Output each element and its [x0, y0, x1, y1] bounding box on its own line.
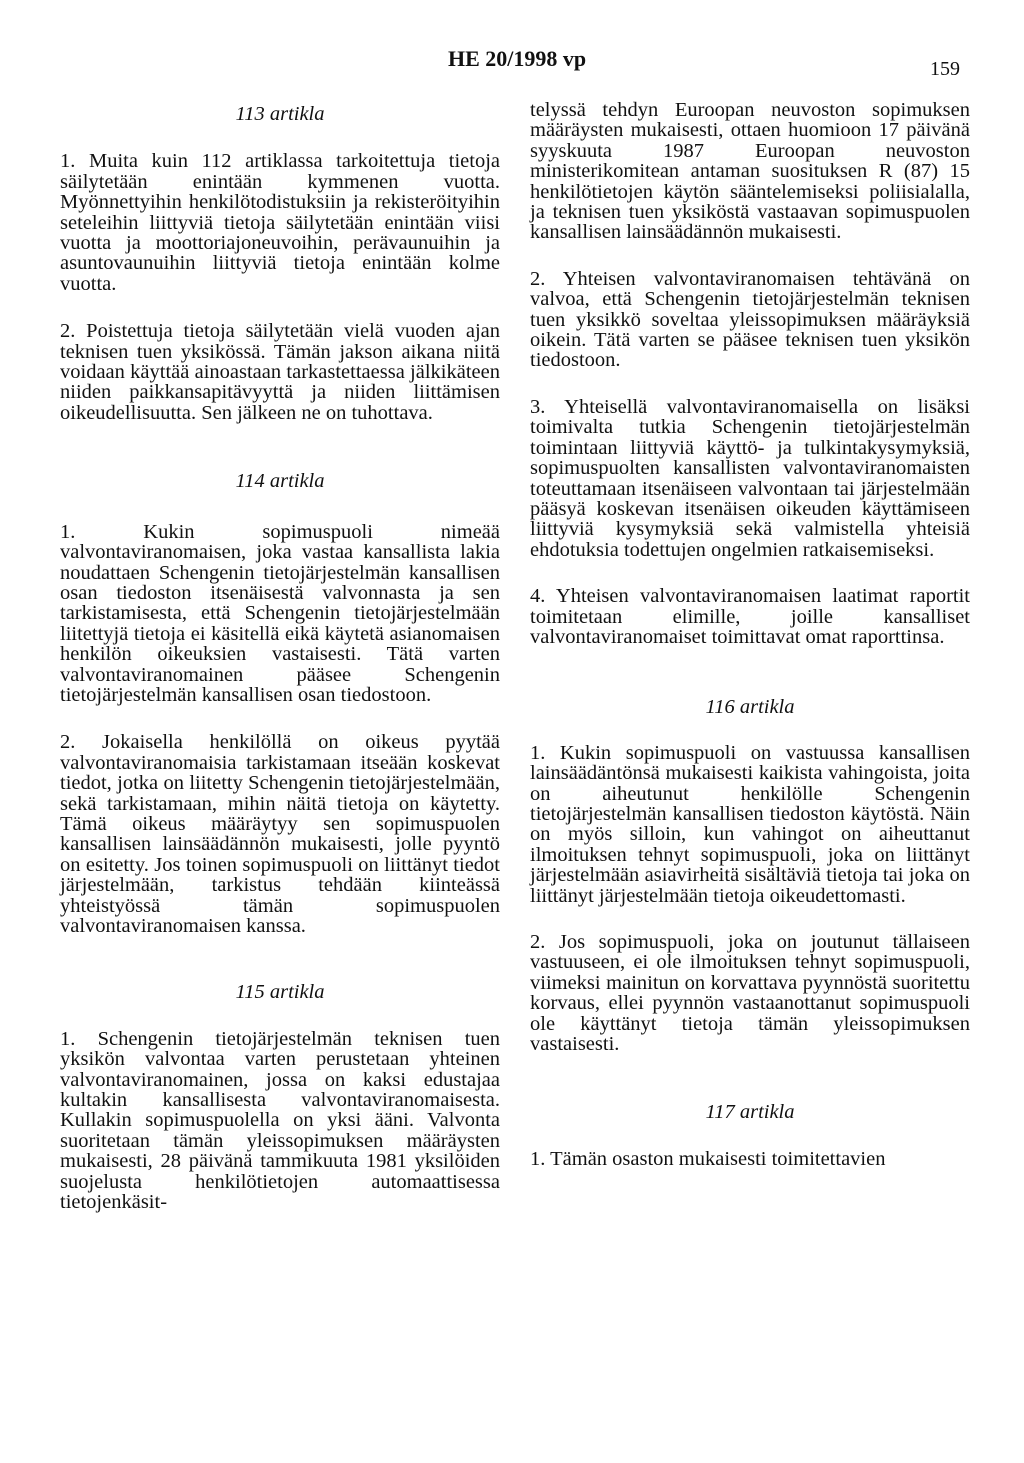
article-116-paragraph-1: 1. Kukin sopimuspuoli on vastuussa kansallisen lainsäädäntönsä mukaisesti kaikista vahingoista, joita on aiheutunut henkilölle Schengenin tietojärjestelmän kansallisen tiedoston käytöstä. Näin on myös silloin, kun vahingot on aiheuttanut ilmoituksen tehnyt sopimuspuoli, joka on liittänyt järjestelmään asiavirheitä sisältäviä tietoja tai joka on liittänyt järjestelmään tietoja oikeudettomasti.	[530, 741, 970, 907]
article-113-paragraph-2: 2. Poistettuja tietoja säilytetään vielä vuoden ajan teknisen tuen yksikössä. Tämän jakson aikana niitä voidaan käyttää ainoastaan tarkastettaessa jälkikäteen niiden paikkansapitävyyttä ja niiden liittämisen oikeudellisuutta. Sen jälkeen ne on tuhottava.	[60, 320, 500, 424]
document-id: HE 20/1998 vp	[448, 46, 587, 71]
article-115-paragraph-3: 3. Yhteisellä valvontaviranomaisella on lisäksi toimivalta tutkia Schengenin tietojärjestelmän toimintaan liittyviä käyttö- ja tulkintakysymyksiä, sopimuspuolten kansallisten valvontaviranomaisten toteuttamaan itsenäiseen valvontaan tai järjestelmään pääsyä koskevan itsenäisen oikeuden käyttämiseen liittyviä kysymyksiä sekä valmistella yhteisiä ehdotuksia todettujen ongelmien ratkaisemiseksi.	[530, 395, 970, 561]
article-113-paragraph-1: 1. Muita kuin 112 artiklassa tarkoitettuja tietoja säilytetään enintään kymmenen vuotta. Myönnettyihin henkilötodistuksiin ja rekisteröityihin seteleihin liittyviä tietoja säilytetään enintään viisi vuotta ja moottoriajoneuvoihin, perävaunuihin ja asuntovaunuihin liittyviä tietoja enintään kolme vuotta.	[60, 150, 500, 295]
article-116-heading: 116 artikla	[705, 696, 795, 719]
article-113-heading: 113 artikla	[235, 103, 325, 125]
article-115-heading: 115 artikla	[235, 981, 325, 1004]
article-114-paragraph-1: 1. Kukin sopimuspuoli nimeää valvontaviranomaisen, joka vastaa kansallista lakia noudattaen Schengenin tietojärjestelmän kansallisen osan tiedoston itsenäisestä valvonnasta ja sen tarkistamisesta, että Schengenin tietojärjestelmään liitettyjä tietoja ei käsitellä eikä käytetä asianomaisen henkilön oikeuksien vastaisesti. Tätä varten valvontaviranomainen pääsee Schengenin tietojärjestelmän kansallisen osan tiedostoon.	[60, 520, 500, 706]
page-header	[0, 46, 1024, 86]
article-117-paragraph-1: 1. Tämän osaston mukaisesti toimitettavien	[530, 1147, 886, 1170]
page-number: 159	[930, 58, 960, 80]
article-114-heading: 114 artikla	[235, 470, 325, 493]
article-115-paragraph-1: 1. Schengenin tietojärjestelmän teknisen tuen yksikön valvontaa varten perustetaan yhteinen valvontaviranomainen, jossa on kaksi edustajaa kultakin kansallisesta valvontaviranomaisesta. Kullakin sopimuspuolella on yksi ääni. Valvonta suoritetaan tämän yleissopimuksen määräysten mukaisesti, 28 päivänä tammikuuta 1981 yksilöiden suojelusta henkilötietojen automaattisessa tietojenkäsit-	[60, 1027, 500, 1214]
article-114-paragraph-2: 2. Jokaisella henkilöllä on oikeus pyytää valvontaviranomaisia tarkistamaan itseään koskevat tiedot, jotka on liitetty Schengenin tietojärjestelmään, sekä tarkistamaan, mihin näitä tietoja on käytetty. Tämä oikeus määräytyy sen sopimuspuolen kansallisen lainsäädännön mukaisesti, jolle pyyntö on esitetty. Jos toinen sopimuspuoli on liittänyt tiedot järjestelmään, tarkistus tehdään kiinteässä yhteistyössä tämän sopimuspuolen valvontaviranomaisen kanssa.	[60, 731, 500, 937]
right-column	[530, 100, 970, 1169]
article-115-paragraph-4: 4. Yhteisen valvontaviranomaisen laatimat raportit toimitetaan elimille, joille kansalliset valvontaviranomaiset toimittavat omat raporttinsa.	[530, 585, 970, 648]
article-115-paragraph-1-continued: telyssä tehdyn Euroopan neuvoston sopimuksen määräysten mukaisesti, ottaen huomioon 17 päivänä syyskuuta 1987 Euroopan neuvoston ministerikomitean antaman suosituksen R (87) 15 henkilötietojen käytön sääntelemiseksi poliisialalla, ja teknisen tuen yksiköstä vastaavan sopimuspuolen kansallisen lainsäädännön mukaisesti.	[530, 99, 970, 244]
left-column	[60, 100, 500, 1212]
article-115-paragraph-2: 2. Yhteisen valvontaviranomaisen tehtävänä on valvoa, että Schengenin tietojärjestelmän teknisen tuen yksikkö soveltaa yleissopimuksen määräyksiä oikein. Tätä varten se pääsee teknisen tuen yksikön tiedostoon.	[530, 267, 970, 372]
article-116-paragraph-2: 2. Jos sopimuspuoli, joka on joutunut tällaiseen vastuuseen, ei ole ilmoituksen tehnyt sopimuspuoli, viimeksi mainitun on korvattava pyynnöstä suoritettu korvaus, ellei pyynnön vastaanottanut sopimuspuoli ole käyttänyt tietoja tämän yleissopimuksen vastaisesti.	[530, 931, 970, 1056]
article-117-heading: 117 artikla	[705, 1101, 795, 1124]
